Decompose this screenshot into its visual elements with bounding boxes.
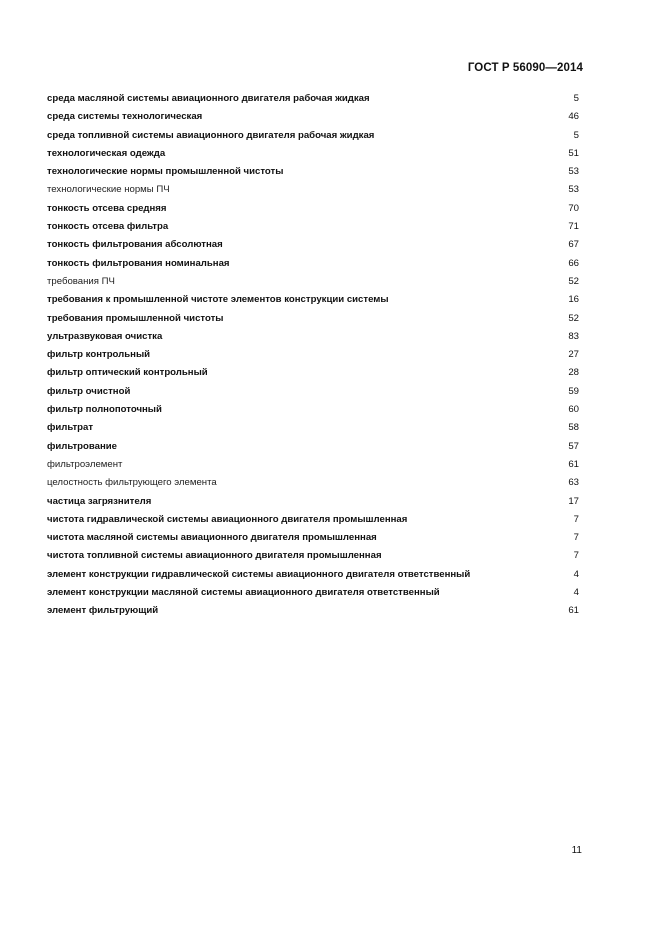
index-term: элемент конструкции гидравлической системы авиационного двигателя ответственный (47, 568, 471, 580)
index-page-ref: 60 (568, 404, 579, 416)
index-term: чистота гидравлической системы авиационного двигателя промышленная (47, 513, 408, 525)
index-entry (47, 218, 582, 236)
index-page-ref: 61 (568, 605, 579, 617)
index-entry (47, 291, 582, 309)
index-entry (47, 310, 582, 328)
index-page-ref: 5 (573, 129, 579, 141)
index-term: фильтр оптический контрольный (47, 367, 208, 379)
index-entry (47, 474, 582, 492)
index-page-ref: 52 (568, 312, 579, 324)
index-term: элемент фильтрующий (47, 605, 159, 617)
index-page-ref: 17 (568, 495, 579, 507)
page-number: 11 (571, 845, 582, 856)
index-term: фильтрат (47, 422, 94, 434)
index-term: фильтроэлемент (47, 458, 123, 470)
index-page-ref: 28 (568, 367, 579, 379)
index-term: требования промышленной чистоты (47, 312, 224, 324)
index-term: тонкость отсева средняя (47, 202, 167, 214)
index-page-ref: 5 (573, 93, 579, 104)
index-entry (47, 90, 582, 108)
index-entry (47, 108, 582, 126)
index-entry (47, 364, 582, 382)
index-page-ref: 83 (568, 330, 579, 342)
index-term: чистота топливной системы авиационного двигателя промышленная (47, 550, 382, 562)
index-entry (47, 584, 582, 602)
index-page-ref: 71 (568, 221, 579, 233)
index-page-ref: 7 (573, 513, 579, 525)
index-entry (47, 529, 582, 547)
index-entry (47, 163, 582, 181)
index-entry (47, 493, 582, 511)
index-term: тонкость фильтрования абсолютная (47, 239, 223, 251)
index-page-ref: 53 (568, 184, 579, 196)
index-page-ref: 52 (568, 275, 579, 287)
index-page-ref: 46 (568, 111, 579, 123)
index-term: фильтрование (47, 440, 117, 452)
index-entry (47, 401, 582, 419)
index-page-ref: 67 (568, 239, 579, 251)
index-page-ref: 51 (568, 147, 579, 159)
index-term: технологические нормы ПЧ (47, 184, 170, 196)
index-page-ref: 66 (568, 257, 579, 269)
index-entry (47, 127, 582, 145)
index-term: среда топливной системы авиационного двигателя рабочая жидкая (47, 129, 375, 141)
index-page-ref: 61 (568, 458, 579, 470)
index-page-ref: 7 (573, 550, 579, 562)
index-term: технологическая одежда (47, 147, 166, 159)
index-entry (47, 273, 582, 291)
index-term: фильтр полнопоточный (47, 404, 162, 416)
index-term: элемент конструкции масляной системы авиационного двигателя ответственный (47, 587, 440, 599)
index-entry (47, 346, 582, 364)
index-page-ref: 70 (568, 202, 579, 214)
document-code: ГОСТ Р 56090—2014 (467, 62, 583, 74)
index-page-ref: 16 (568, 294, 579, 306)
index-term: среда масляной системы авиационного двигателя рабочая жидкая (47, 93, 370, 104)
index-page-ref: 59 (568, 385, 579, 397)
index-entry (47, 181, 582, 199)
index-entry (47, 200, 582, 218)
index-entry (47, 547, 582, 565)
index-term: частица загрязнителя (47, 495, 152, 507)
index-page-ref: 7 (573, 532, 579, 544)
index-page-ref: 4 (573, 568, 579, 580)
index-term: фильтр контрольный (47, 349, 151, 361)
index-term: чистота масляной системы авиационного двигателя промышленная (47, 532, 377, 544)
index-page-ref: 4 (573, 587, 579, 599)
index-term: целостность фильтрующего элемента (47, 477, 217, 489)
index-term: требования к промышленной чистоте элементов конструкции системы (47, 294, 389, 306)
index-entry (47, 566, 582, 584)
index-entry (47, 602, 582, 620)
index-page-ref: 53 (568, 166, 579, 178)
index-entry (47, 145, 582, 163)
index-term: тонкость фильтрования номинальная (47, 257, 230, 269)
index-term: тонкость отсева фильтра (47, 221, 169, 233)
index-page-ref: 27 (568, 349, 579, 361)
index-entry (47, 419, 582, 437)
index-entry (47, 255, 582, 273)
index-page-ref: 63 (568, 477, 579, 489)
index-entry (47, 511, 582, 529)
index-entry (47, 456, 582, 474)
index-entry (47, 438, 582, 456)
index-term: фильтр очистной (47, 385, 131, 397)
index-entry (47, 383, 582, 401)
index-page-ref: 57 (568, 440, 579, 452)
index-term: ультразвуковая очистка (47, 330, 163, 342)
alphabetical-index (47, 90, 582, 621)
index-term: среда системы технологическая (47, 111, 203, 123)
index-entry (47, 328, 582, 346)
index-term: технологические нормы промышленной чистоты (47, 166, 284, 178)
index-entry (47, 236, 582, 254)
index-term: требования ПЧ (47, 275, 115, 287)
index-page-ref: 58 (568, 422, 579, 434)
